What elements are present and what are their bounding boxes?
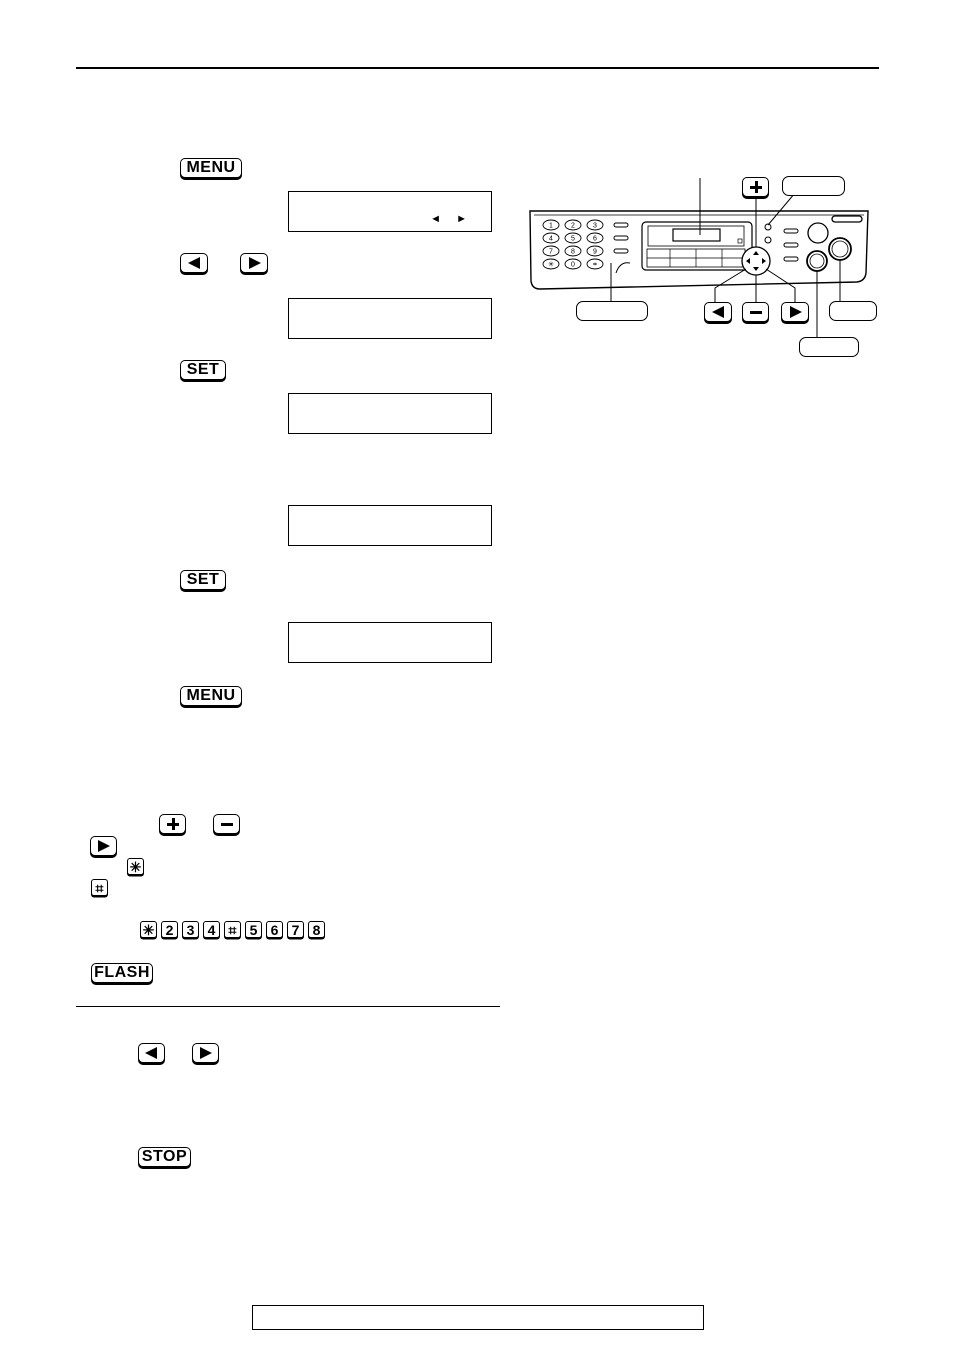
diagram-keypad-label: ✳ <box>548 261 554 269</box>
lcd-display-4 <box>288 505 492 546</box>
dial-example-key: 7 <box>287 921 304 938</box>
diagram-callout-bottom <box>799 337 859 357</box>
star-key: ✳ <box>127 858 144 875</box>
dial-example-key: 3 <box>182 921 199 938</box>
diagram-callout-left <box>576 301 648 321</box>
right-arrow-key-2 <box>90 836 117 856</box>
diagram-keypad-label: 0 <box>571 261 575 269</box>
dial-example-key: 5 <box>245 921 262 938</box>
dial-example-key: ✳ <box>140 921 157 938</box>
lcd-display-3 <box>288 393 492 434</box>
right-arrow-key <box>240 253 268 273</box>
lcd-arrow-indicator: ◄ ► <box>430 213 473 225</box>
diagram-keypad-label: 3 <box>593 222 597 230</box>
diagram-left-arrow-key <box>704 302 732 322</box>
dial-example-key: ⌗ <box>224 921 241 938</box>
diagram-keypad-label: 8 <box>571 248 575 256</box>
header-rule <box>76 67 879 69</box>
dial-example-sequence <box>140 921 340 941</box>
lcd-display-5 <box>288 622 492 663</box>
footer-box <box>252 1305 704 1330</box>
dial-example-key: 8 <box>308 921 325 938</box>
set-key: SET <box>180 360 226 380</box>
diagram-keypad-label: 1 <box>549 222 553 230</box>
diagram-keypad-label: 2 <box>571 222 575 230</box>
diagram-keypad-label: 9 <box>593 248 597 256</box>
diagram-plus-key <box>742 177 769 197</box>
dial-example-key: 4 <box>203 921 220 938</box>
hash-key: ⌗ <box>91 879 108 896</box>
minus-key <box>213 814 240 834</box>
lcd-display-1 <box>288 191 492 232</box>
diagram-keypad-label: 6 <box>593 235 597 243</box>
diagram-minus-key <box>742 302 769 322</box>
diagram-right-arrow-key <box>781 302 809 322</box>
menu-key-2: MENU <box>180 686 242 706</box>
diagram-keypad-label: 7 <box>549 248 553 256</box>
section-divider <box>76 1006 500 1007</box>
dial-example-key: 2 <box>161 921 178 938</box>
right-arrow-key-3 <box>192 1043 219 1063</box>
diagram-keypad-label: ⌗ <box>593 261 597 269</box>
menu-key: MENU <box>180 158 242 178</box>
diagram-keypad-label: 5 <box>571 235 575 243</box>
lcd-display-2 <box>288 298 492 339</box>
diagram-keypad-label: 4 <box>549 235 553 243</box>
stop-key: STOP <box>138 1147 191 1167</box>
diagram-callout-top <box>782 176 845 196</box>
diagram-callout-right <box>829 301 877 321</box>
keypad <box>543 220 603 269</box>
plus-key <box>159 814 186 834</box>
flash-key: FLASH <box>91 963 153 983</box>
set-key-2: SET <box>180 570 226 590</box>
left-arrow-key-3 <box>138 1043 165 1063</box>
left-arrow-key <box>180 253 208 273</box>
dial-example-key: 6 <box>266 921 283 938</box>
